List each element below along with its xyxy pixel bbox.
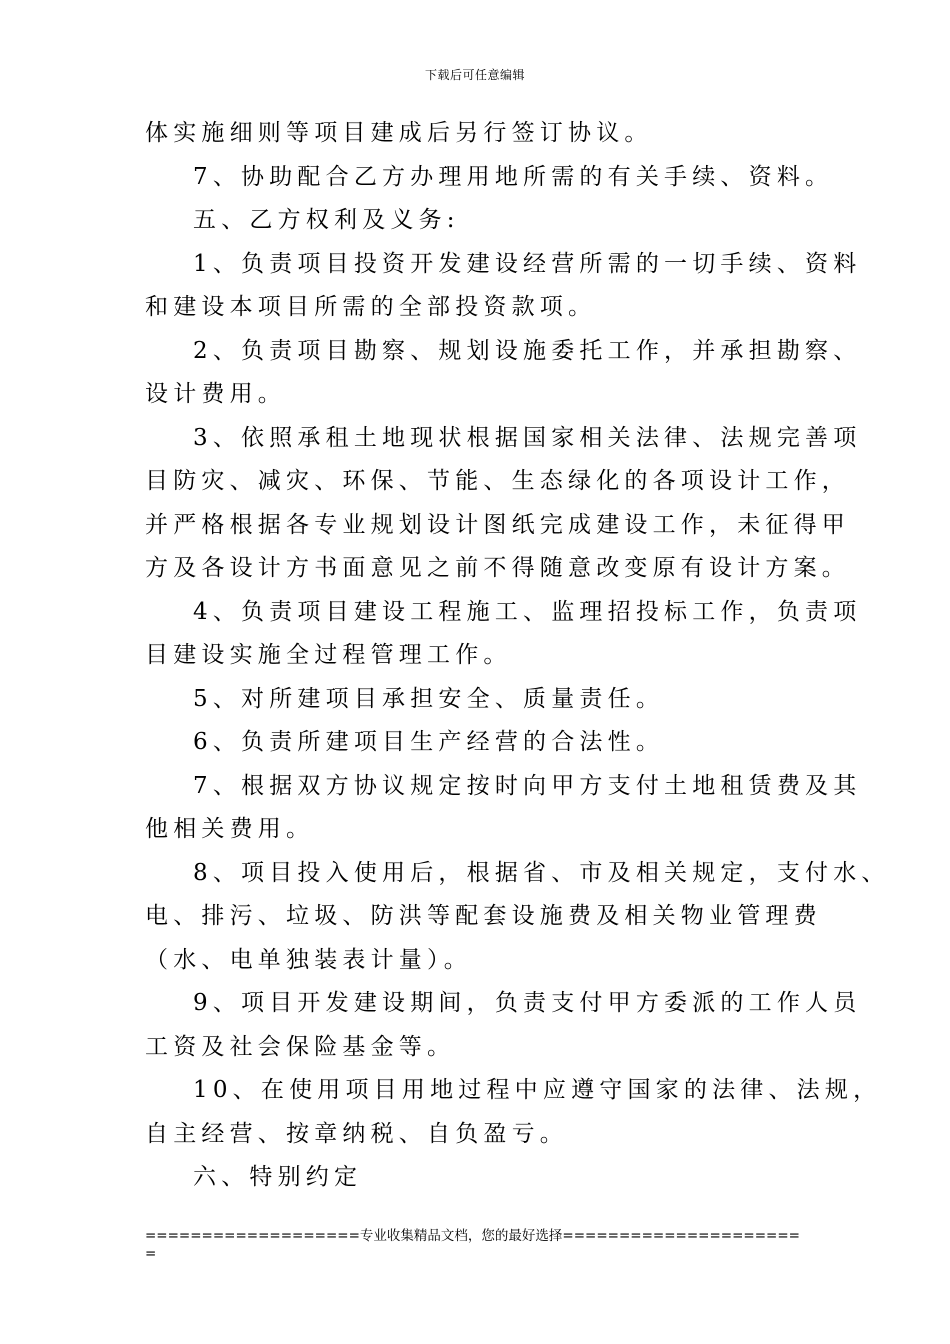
text-line: 1、负责项目投资开发建设经营所需的一切手续、资料 xyxy=(193,250,862,277)
text-line: 2、负责项目勘察、规划设施委托工作，并承担勘察、 xyxy=(193,337,862,364)
text-line: 方及各设计方书面意见之前不得随意改变原有设计方案。 xyxy=(145,555,850,581)
text-line: 电、排污、垃圾、防洪等配套设施费及相关物业管理费 xyxy=(145,903,822,929)
text-line: 设计费用。 xyxy=(145,381,286,407)
text-line: 他相关费用。 xyxy=(145,816,315,842)
text-line: 8、项目投入使用后，根据省、市及相关规定，支付水、 xyxy=(193,859,890,886)
text-line: 目建设实施全过程管理工作。 xyxy=(145,642,512,668)
section-heading: 五、乙方权利及义务: xyxy=(193,207,460,233)
text-line: 和建设本项目所需的全部投资款项。 xyxy=(145,294,597,320)
page-header: 下载后可任意编辑 xyxy=(424,68,525,82)
text-line: 7、协助配合乙方办理用地所需的有关手续、资料。 xyxy=(193,163,834,190)
text-line: 7、根据双方协议规定按时向甲方支付土地租赁费及其 xyxy=(193,772,862,799)
text-line: 目防灾、减灾、环保、节能、生态绿化的各项设计工作， xyxy=(145,468,850,494)
section-heading: 六、特别约定 xyxy=(193,1164,363,1190)
text-line: （水、电单独装表计量）。 xyxy=(145,946,472,973)
text-line: 5、对所建项目承担安全、质量责任。 xyxy=(193,685,665,712)
document-body xyxy=(145,112,890,1200)
text-line: 4、负责项目建设工程施工、监理招投标工作，负责项 xyxy=(193,598,862,625)
text-line: 体实施细则等项目建成后另行签订协议。 xyxy=(145,120,653,146)
page-footer: ===================专业收集精品文档，您的最好选择===================== xyxy=(145,1228,800,1244)
page-footer-tail: = xyxy=(145,1246,157,1262)
text-line: 6、负责所建项目生产经营的合法性。 xyxy=(193,729,665,755)
text-line: 10、在使用项目用地过程中应遵守国家的法律、法规， xyxy=(193,1077,882,1103)
text-line: 3、依照承租土地现状根据国家相关法律、法规完善项 xyxy=(193,424,862,451)
text-line: 自主经营、按章纳税、自负盈亏。 xyxy=(145,1120,568,1147)
text-line: 9、项目开发建设期间，负责支付甲方委派的工作人员 xyxy=(193,990,862,1016)
text-line: 并严格根据各专业规划设计图纸完成建设工作，未征得甲 xyxy=(145,511,850,538)
text-line: 工资及社会保险基金等。 xyxy=(145,1033,456,1060)
